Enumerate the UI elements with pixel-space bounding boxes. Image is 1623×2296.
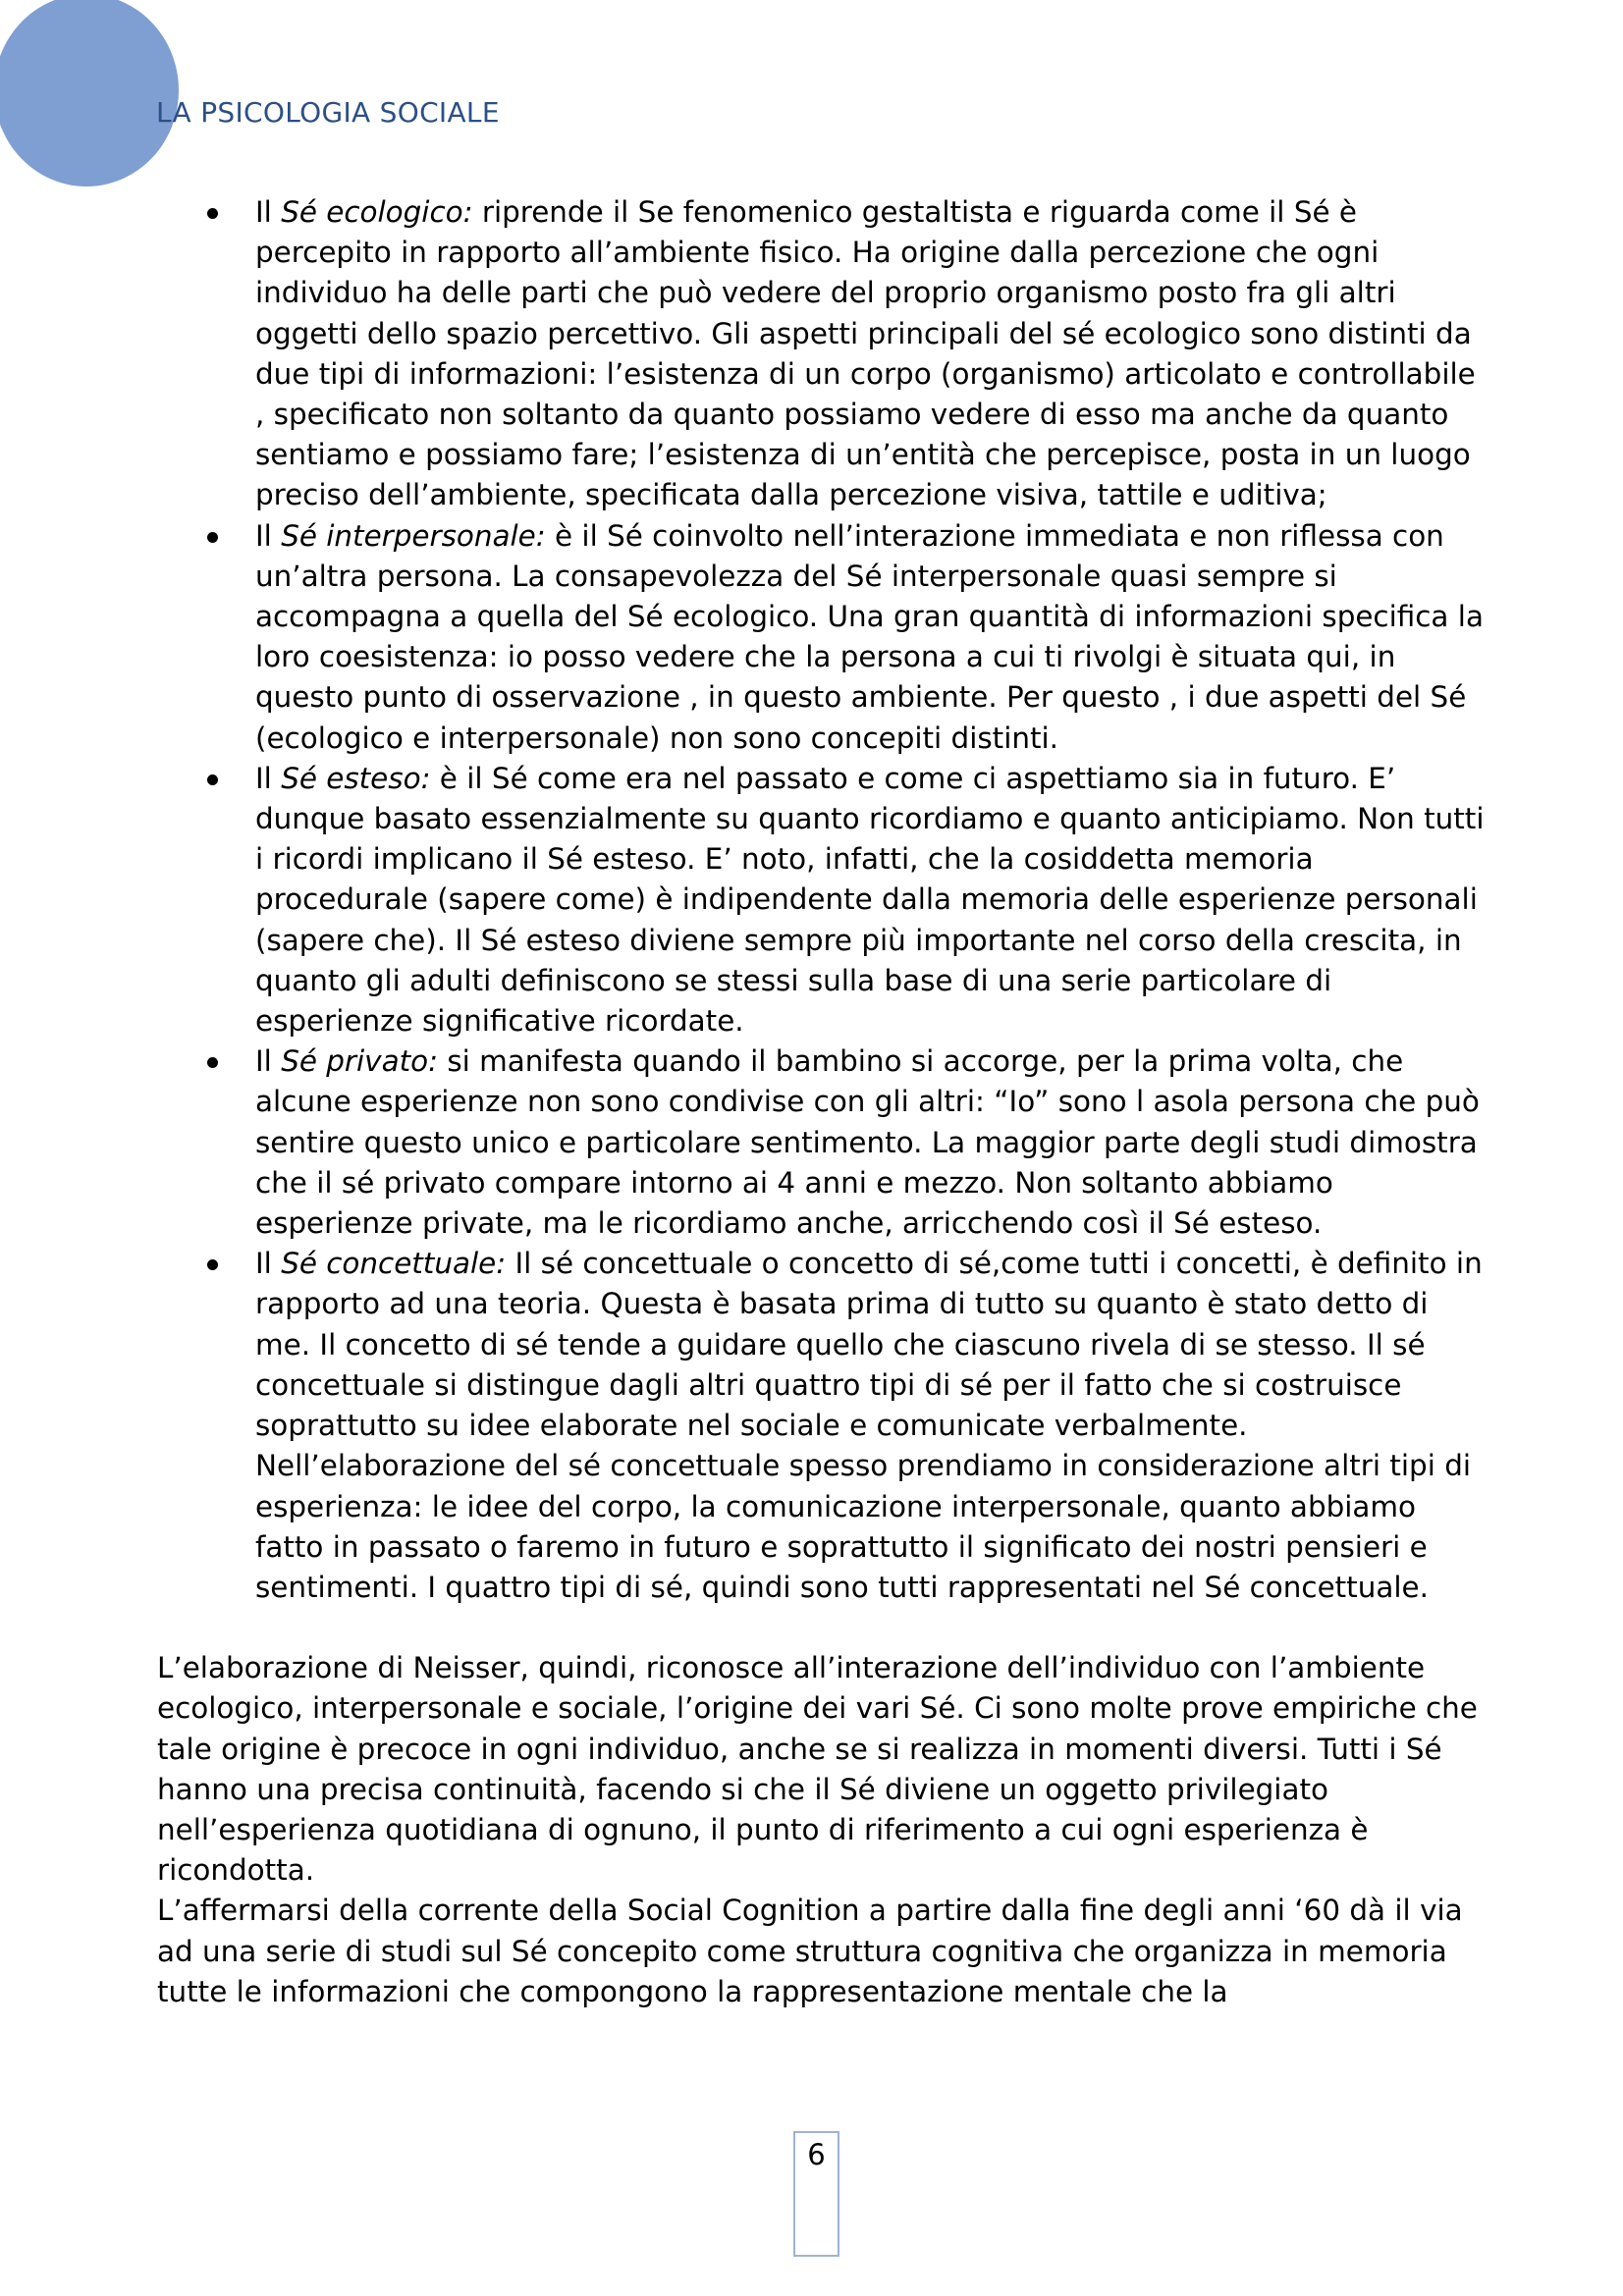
body-paragraph: L’affermarsi della corrente della Social Cognition a partire dalla fine degli anni ‘60 dà il via ad una serie di studi sul Sé concepito come struttura cognitiva che organizza in memoria tutte le informazioni che compongono la rappresentazione mentale che la	[157, 1894, 1463, 2008]
term-label: Sé privato:	[281, 1044, 438, 1079]
list-item-conceptual-self: Il Sé concettuale: Il sé concettuale o concetto di sé,come tutti i concetti, è definito in rapporto ad una teoria. Questa è basata prima di tutto su quanto è stato detto di me. Il concetto di sé tende a guidare quello che ciascuno rivela di se stesso. Il sé concettuale si distingue dagli altri quattro tipi di sé per il fatto che si costruisce soprattutto su idee elaborate nel sociale e comunicate verbalmente. Nell’elaborazione del sé concettuale spesso prendiamo in considerazione altri tipi di esperienza: le idee del corpo, la comunicazione interpersonale, quanto abbiamo fatto in passato o faremo in futuro e soprattutto il significato dei nostri pensieri e sentimenti. I quattro tipi di sé, quindi sono tutti rappresentati nel Sé concettuale.	[157, 1244, 1488, 1608]
list-item-private-self: Il Sé privato: si manifesta quando il bambino si accorge, per la prima volta, che alcune esperienze non sono condivise con gli altri: “Io” sono l asola persona che può sentire questo unico e particolare sentimento. La maggior parte degli studi dimostra che il sé privato compare intorno ai 4 anni e mezzo. Non soltanto abbiamo esperienze private, ma le ricordiamo anche, arricchendo così il Sé esteso.	[157, 1041, 1488, 1244]
term-label: Sé concettuale:	[281, 1247, 507, 1281]
bullet-icon	[207, 208, 218, 219]
bullet-icon	[207, 1057, 218, 1068]
list-item-interpersonal-self: Il Sé interpersonale: è il Sé coinvolto nell’interazione immediata e non riflessa con un’altra persona. La consapevolezza del Sé interpersonale quasi sempre si accompagna a quella del Sé ecologico. Una gran quantità di informazioni specifica la loro coesistenza: io posso vedere che la persona a cui ti rivolgi è situata qui, in questo punto di osservazione , in questo ambiente. Per questo , i due aspetti del Sé (ecologico e interpersonale) non sono concepiti distinti.	[157, 516, 1488, 759]
term-description: è il Sé come era nel passato e come ci aspettiamo sia in futuro. E’ dunque basato essenzialmente su quanto ricordiamo e quanto anticipiamo. Non tutti i ricordi implicano il Sé esteso. E’ noto, infatti, che la cosiddetta memoria procedurale (sapere come) è indipendente dalla memoria delle esperienze personali (sapere che). Il Sé esteso diviene sempre più importante nel corso della crescita, in quanto gli adulti definiscono se stessi sulla base di una serie particolare di esperienze significative ricordate.	[255, 761, 1485, 1039]
self-types-list	[157, 192, 1488, 1608]
bullet-icon	[207, 532, 218, 543]
list-item-extended-self: Il Sé esteso: è il Sé come era nel passato e come ci aspettiamo sia in futuro. E’ dunque basato essenzialmente su quanto ricordiamo e quanto anticipiamo. Non tutti i ricordi implicano il Sé esteso. E’ noto, infatti, che la cosiddetta memoria procedurale (sapere come) è indipendente dalla memoria delle esperienze personali (sapere che). Il Sé esteso diviene sempre più importante nel corso della crescita, in quanto gli adulti definiscono se stessi sulla base di una serie particolare di esperienze significative ricordate.	[157, 759, 1488, 1041]
term-label: Sé esteso:	[281, 761, 431, 795]
page-number: 6	[793, 2131, 839, 2257]
header-decoration-circle	[0, 0, 179, 187]
bullet-icon	[207, 774, 218, 785]
running-header: LA PSICOLOGIA SOCIALE	[156, 96, 500, 129]
term-description: riprende il Se fenomenico gestaltista e riguarda come il Sé è percepito in rapporto all’ambiente fisico. Ha origine dalla percezione che ogni individuo ha delle parti che può vedere del proprio organismo posto fra gli altri oggetti dello spazio percettivo. Gli aspetti principali del sé ecologico sono distinti da due tipi di informazioni: l’esistenza di un corpo (organismo) articolato e controllabile , specificato non soltanto da quanto possiamo vedere di esso ma anche da quanto sentiamo e possiamo fare; l’esistenza di un’entità che percepisce, posta in un luogo preciso dell’ambiente, specificata dalla percezione visiva, tattile e uditiva;	[255, 195, 1476, 512]
term-label: Sé ecologico:	[281, 195, 473, 229]
list-item-ecological-self: Il Sé ecologico: riprende il Se fenomenico gestaltista e riguarda come il Sé è percepito in rapporto all’ambiente fisico. Ha origine dalla percezione che ogni individuo ha delle parti che può vedere del proprio organismo posto fra gli altri oggetti dello spazio percettivo. Gli aspetti principali del sé ecologico sono distinti da due tipi di informazioni: l’esistenza di un corpo (organismo) articolato e controllabile , specificato non soltanto da quanto possiamo vedere di esso ma anche da quanto sentiamo e possiamo fare; l’esistenza di un’entità che percepisce, posta in un luogo preciso dell’ambiente, specificata dalla percezione visiva, tattile e uditiva;	[157, 192, 1488, 516]
term-description: è il Sé coinvolto nell’interazione immediata e non riflessa con un’altra persona. La consapevolezza del Sé interpersonale quasi sempre si accompagna a quella del Sé ecologico. Una gran quantità di informazioni specifica la loro coesistenza: io posso vedere che la persona a cui ti rivolgi è situata qui, in questo punto di osservazione , in questo ambiente. Per questo , i due aspetti del Sé (ecologico e interpersonale) non sono concepiti distinti.	[255, 518, 1484, 755]
bullet-icon	[207, 1259, 218, 1270]
paragraph-spacer	[157, 1608, 1488, 1648]
body-paragraph: L’elaborazione di Neisser, quindi, riconosce all’interazione dell’individuo con l’ambiente ecologico, interpersonale e sociale, l’origine dei vari Sé. Ci sono molte prove empiriche che tale origine è precoce in ogni individuo, anche se si realizza in momenti diversi. Tutti i Sé hanno una precisa continuità, facendo si che il Sé diviene un oggetto privilegiato nell’esperienza quotidiana di ognuno, il punto di riferimento a cui ogni esperienza è ricondotta.	[157, 1651, 1478, 1888]
term-label: Sé interpersonale:	[281, 518, 546, 553]
page-body	[157, 192, 1488, 2012]
term-description: Il sé concettuale o concetto di sé,come tutti i concetti, è definito in rapporto ad una teoria. Questa è basata prima di tutto su quanto è stato detto di me. Il concetto di sé tende a guidare quello che ciascuno rivela di se stesso. Il sé concettuale si distingue dagli altri quattro tipi di sé per il fatto che si costruisce soprattutto su idee elaborate nel sociale e comunicate verbalmente. Nell’elaborazione del sé concettuale spesso prendiamo in considerazione altri tipi di esperienza: le idee del corpo, la comunicazione interpersonale, quanto abbiamo fatto in passato o faremo in futuro e soprattutto il significato dei nostri pensieri e sentimenti. I quattro tipi di sé, quindi sono tutti rappresentati nel Sé concettuale.	[255, 1247, 1483, 1604]
term-description: si manifesta quando il bambino si accorge, per la prima volta, che alcune esperienze non sono condivise con gli altri: “Io” sono l asola persona che può sentire questo unico e particolare sentimento. La maggior parte degli studi dimostra che il sé privato compare intorno ai 4 anni e mezzo. Non soltanto abbiamo esperienze private, ma le ricordiamo anche, arricchendo così il Sé esteso.	[255, 1044, 1480, 1241]
